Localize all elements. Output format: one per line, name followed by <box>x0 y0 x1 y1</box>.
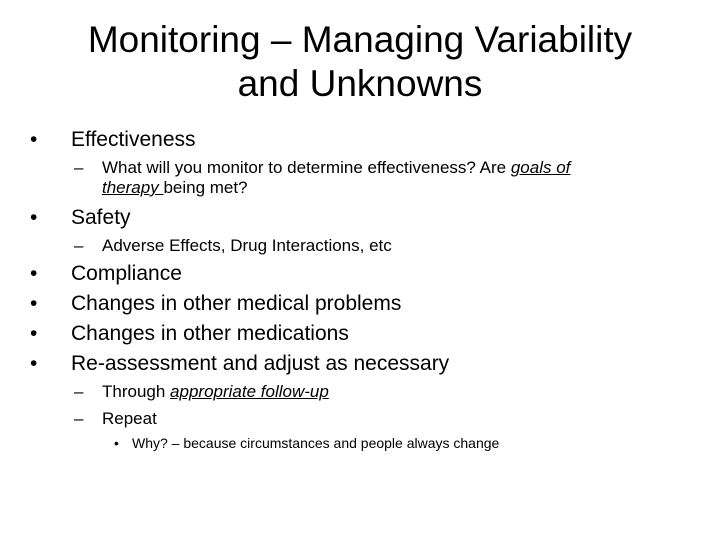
bullet-text: Compliance <box>71 262 182 285</box>
sub-bullet-text-line-1 <box>102 158 570 177</box>
goals-of-therapy-text-cont: therapy <box>102 178 164 197</box>
text-segment: Through <box>102 382 171 401</box>
text-segment: What will you monitor to determine effectiveness? Are <box>102 158 511 177</box>
bullet-text: Effectiveness <box>71 128 196 151</box>
sub-bullet-text: Adverse Effects, Drug Interactions, etc <box>102 236 392 255</box>
bullet-text: Safety <box>71 206 131 229</box>
bullet-icon: • <box>30 352 38 375</box>
text-segment: being met? <box>163 178 248 197</box>
follow-up-text: appropriate follow-up <box>170 382 329 401</box>
bullet-icon: • <box>114 435 119 451</box>
title-line-2: and Unknowns <box>237 63 483 104</box>
bullet-text: Changes in other medical problems <box>71 292 402 315</box>
bullet-icon: • <box>30 128 38 151</box>
bullet-text: Re-assessment and adjust as necessary <box>71 352 450 375</box>
sub-bullet-text-line-2 <box>102 178 248 197</box>
sub-bullet-text <box>102 382 329 401</box>
bullet-icon: • <box>30 262 38 285</box>
dash-icon: – <box>74 382 84 401</box>
dash-icon: – <box>74 158 84 177</box>
bullet-icon: • <box>30 206 38 229</box>
title-line-1: Monitoring – Managing Variability <box>87 19 633 60</box>
sub-bullet-text: Repeat <box>102 409 157 428</box>
sub-sub-bullet-text: Why? – because circumstances and people always change <box>132 435 500 451</box>
bullet-text: Changes in other medications <box>71 322 349 345</box>
goals-of-therapy-text: goals of <box>510 158 571 177</box>
bullet-icon: • <box>30 292 38 315</box>
dash-icon: – <box>74 409 84 428</box>
bullet-icon: • <box>30 322 38 345</box>
dash-icon: – <box>74 236 84 255</box>
slide-title <box>0 18 720 106</box>
